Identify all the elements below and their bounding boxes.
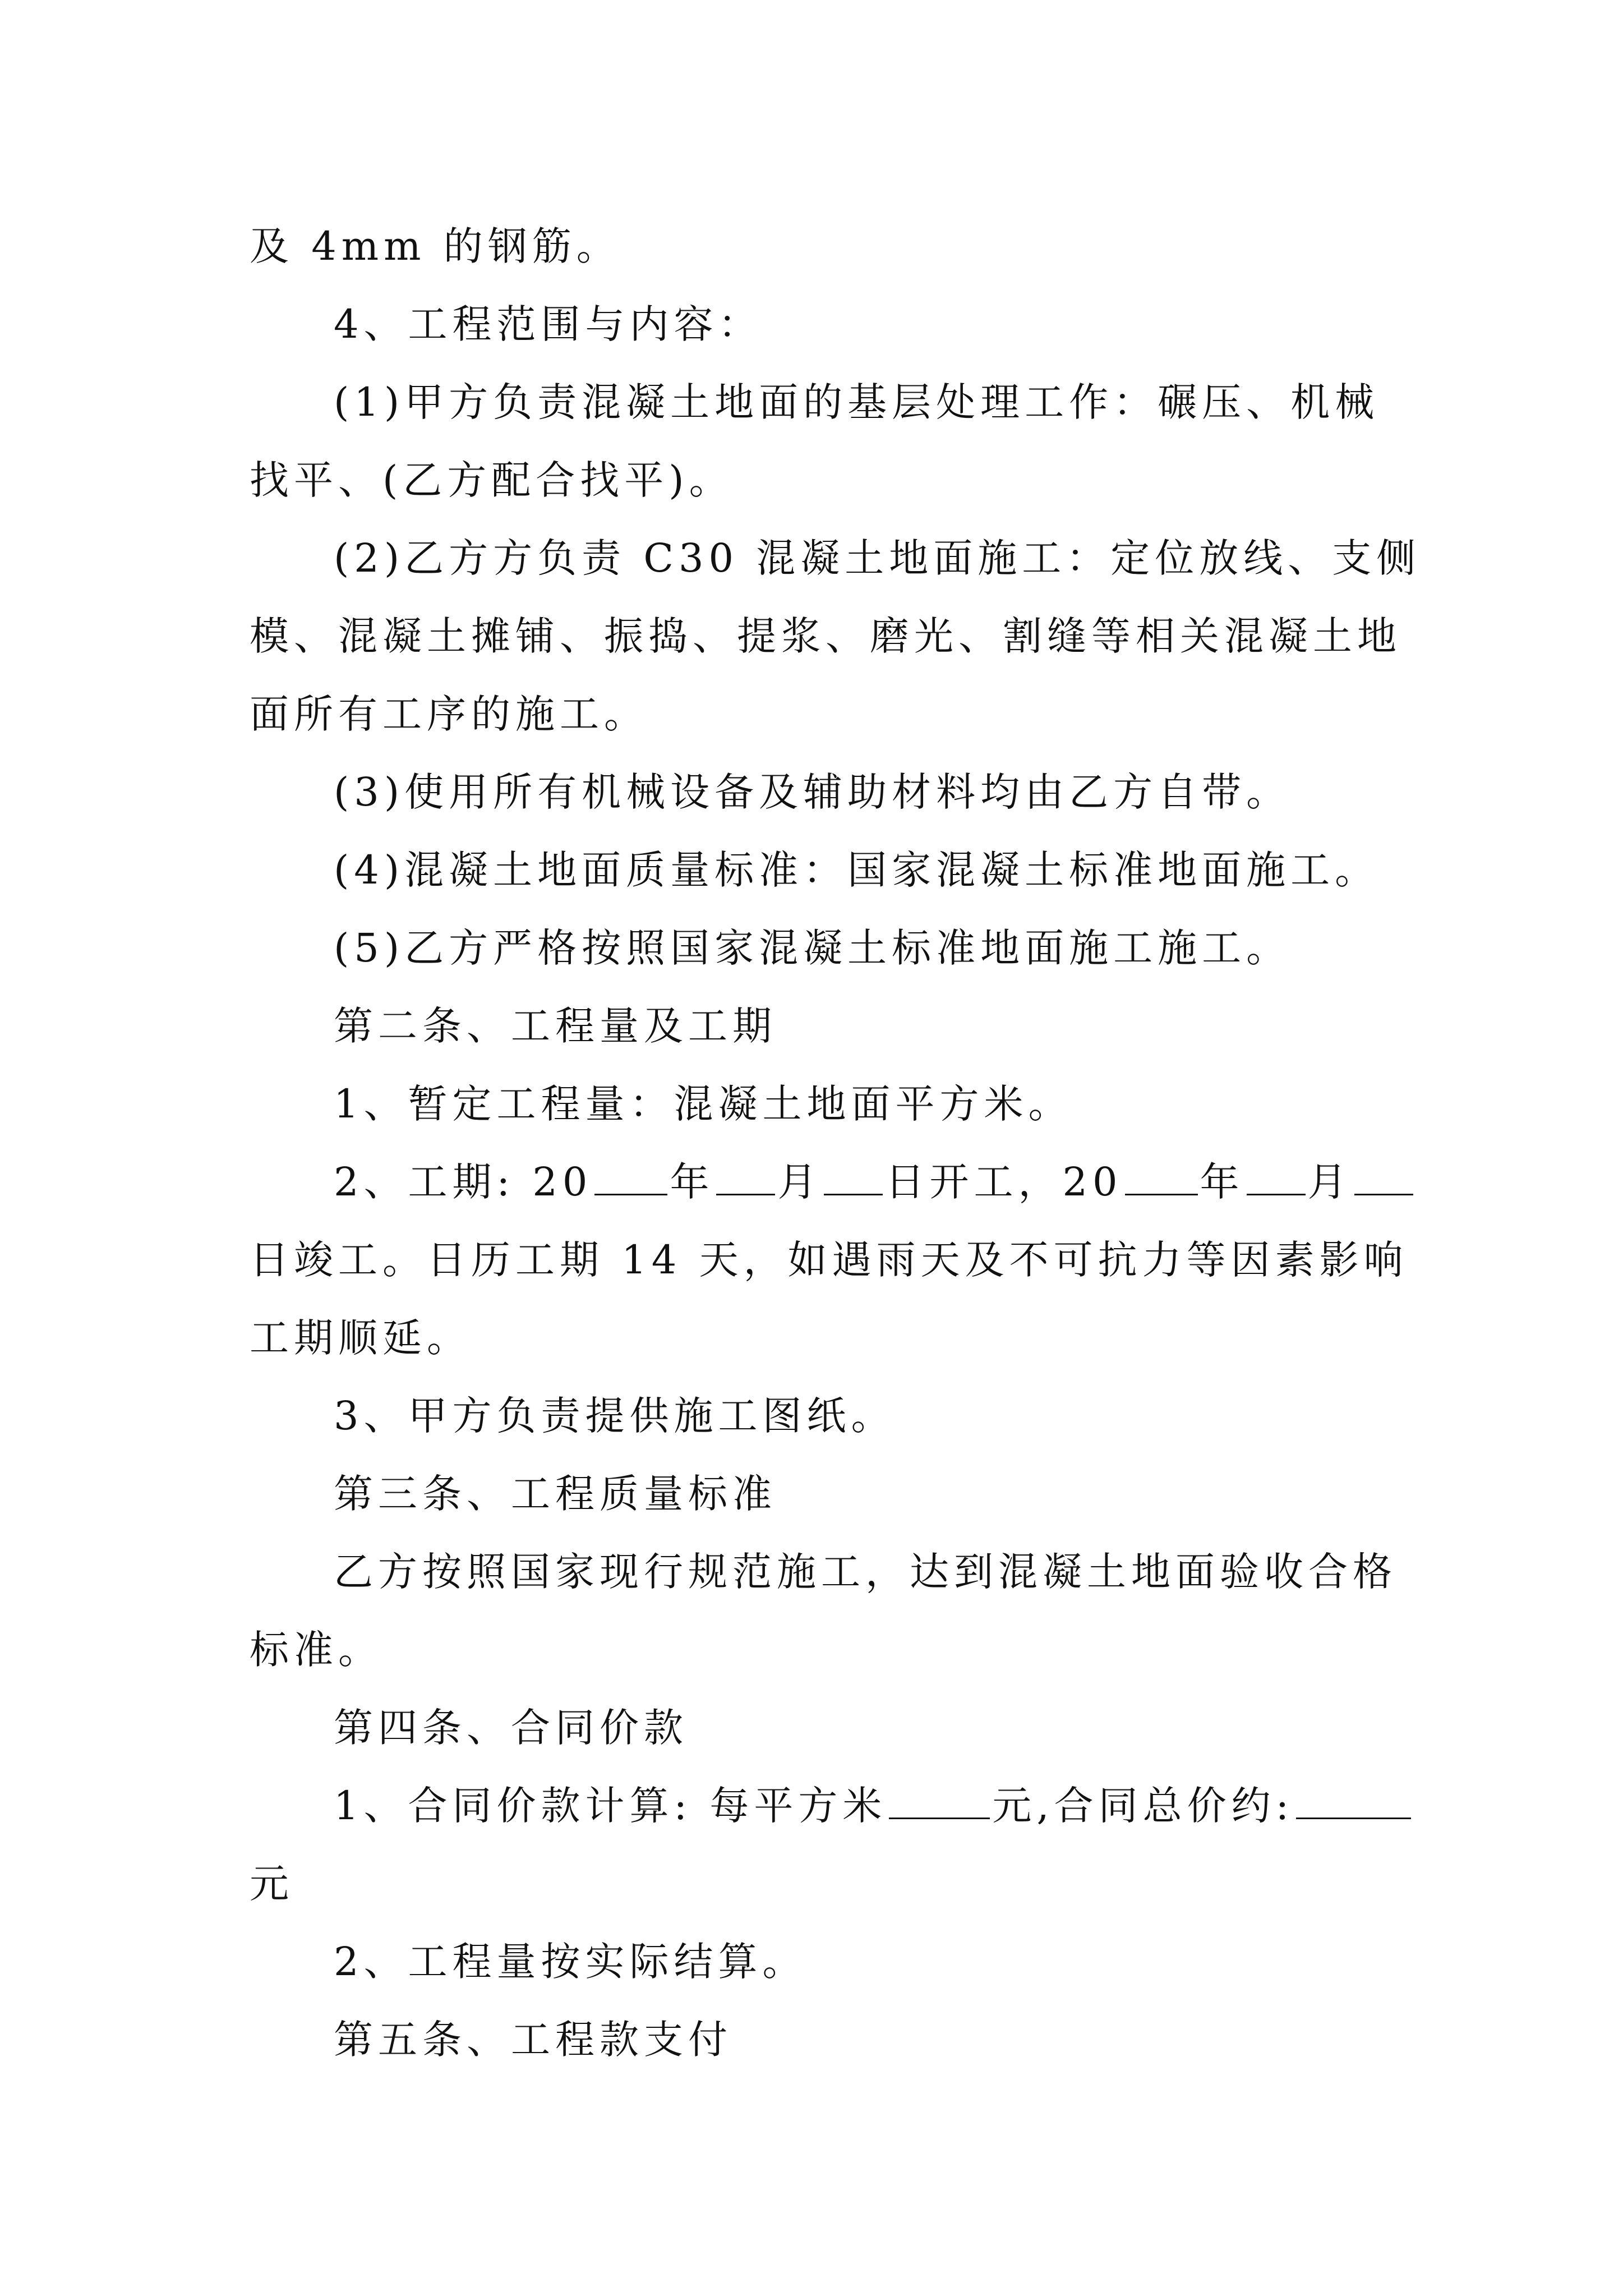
scope-item-1: (1)甲方负责混凝土地面的基层处理工作：碾压、机械 [334, 379, 1380, 425]
unit-price-blank[interactable] [889, 1785, 990, 1819]
start-day-blank[interactable] [824, 1161, 883, 1195]
scope-item-3: (3)使用所有机械设备及辅助材料均由乙方自带。 [334, 769, 1291, 815]
article-4-item-1 [250, 1767, 1377, 1845]
total-price-blank[interactable] [1296, 1785, 1411, 1819]
article-5-heading: 第五条、工程款支付 [334, 2017, 732, 2063]
article-2-item-3: 3、甲方负责提供施工图纸。 [334, 1393, 896, 1439]
start-month-unit: 月 [777, 1159, 822, 1205]
document-body [250, 208, 1421, 2079]
article-2-item-2-cont-1: 日竣工。日历工期 14 天，如遇雨天及不可抗力等因素影响 [250, 1237, 1408, 1283]
end-month-blank[interactable] [1247, 1161, 1306, 1195]
article-4-item-2: 2、工程量按实际结算。 [334, 1939, 807, 1985]
scope-item-1-cont: 找平、(乙方配合找平)。 [250, 457, 734, 503]
article-4-item-1-cont: 元 [250, 1861, 294, 1907]
start-day-text: 日开工，20 [885, 1159, 1123, 1205]
total-price-label: 元,合同总价约: [992, 1783, 1294, 1829]
scope-item-2-cont-1: 模、混凝土摊铺、振捣、提浆、磨光、割缝等相关混凝土地 [250, 613, 1401, 659]
end-month-unit: 月 [1307, 1159, 1352, 1205]
scope-heading: 4、工程范围与内容： [334, 301, 763, 347]
scope-item-5: (5)乙方严格按照国家混凝土标准地面施工施工。 [334, 925, 1291, 971]
article-2-item-2 [250, 1143, 1377, 1221]
article-4-heading: 第四条、合同价款 [334, 1705, 688, 1751]
start-year-unit: 年 [670, 1159, 714, 1205]
end-day-blank[interactable] [1354, 1161, 1413, 1195]
scope-item-2: (2)乙方方负责 C30 混凝土地面施工：定位放线、支侧 [334, 535, 1421, 581]
scope-item-2-cont-2: 面所有工序的施工。 [250, 691, 648, 737]
start-month-blank[interactable] [716, 1161, 775, 1195]
price-label: 1、合同价款计算: 每平方米 [334, 1783, 887, 1829]
article-2-item-1: 1、暂定工程量：混凝土地面平方米。 [334, 1081, 1073, 1127]
schedule-label: 2、工期: 20 [334, 1159, 593, 1205]
article-3-body-cont: 标准。 [250, 1627, 382, 1673]
start-year-blank[interactable] [594, 1161, 667, 1195]
end-year-blank[interactable] [1125, 1161, 1198, 1195]
article-2-item-2-cont-2: 工期顺延。 [250, 1315, 471, 1361]
article-3-body: 乙方按照国家现行规范施工，达到混凝土地面验收合格 [334, 1549, 1397, 1595]
scope-item-4: (4)混凝土地面质量标准：国家混凝土标准地面施工。 [334, 847, 1380, 893]
text-line-1: 及 4mm 的钢筋。 [250, 223, 621, 269]
article-3-heading: 第三条、工程质量标准 [334, 1471, 777, 1517]
article-2-heading: 第二条、工程量及工期 [334, 1003, 777, 1049]
end-year-unit: 年 [1200, 1159, 1244, 1205]
